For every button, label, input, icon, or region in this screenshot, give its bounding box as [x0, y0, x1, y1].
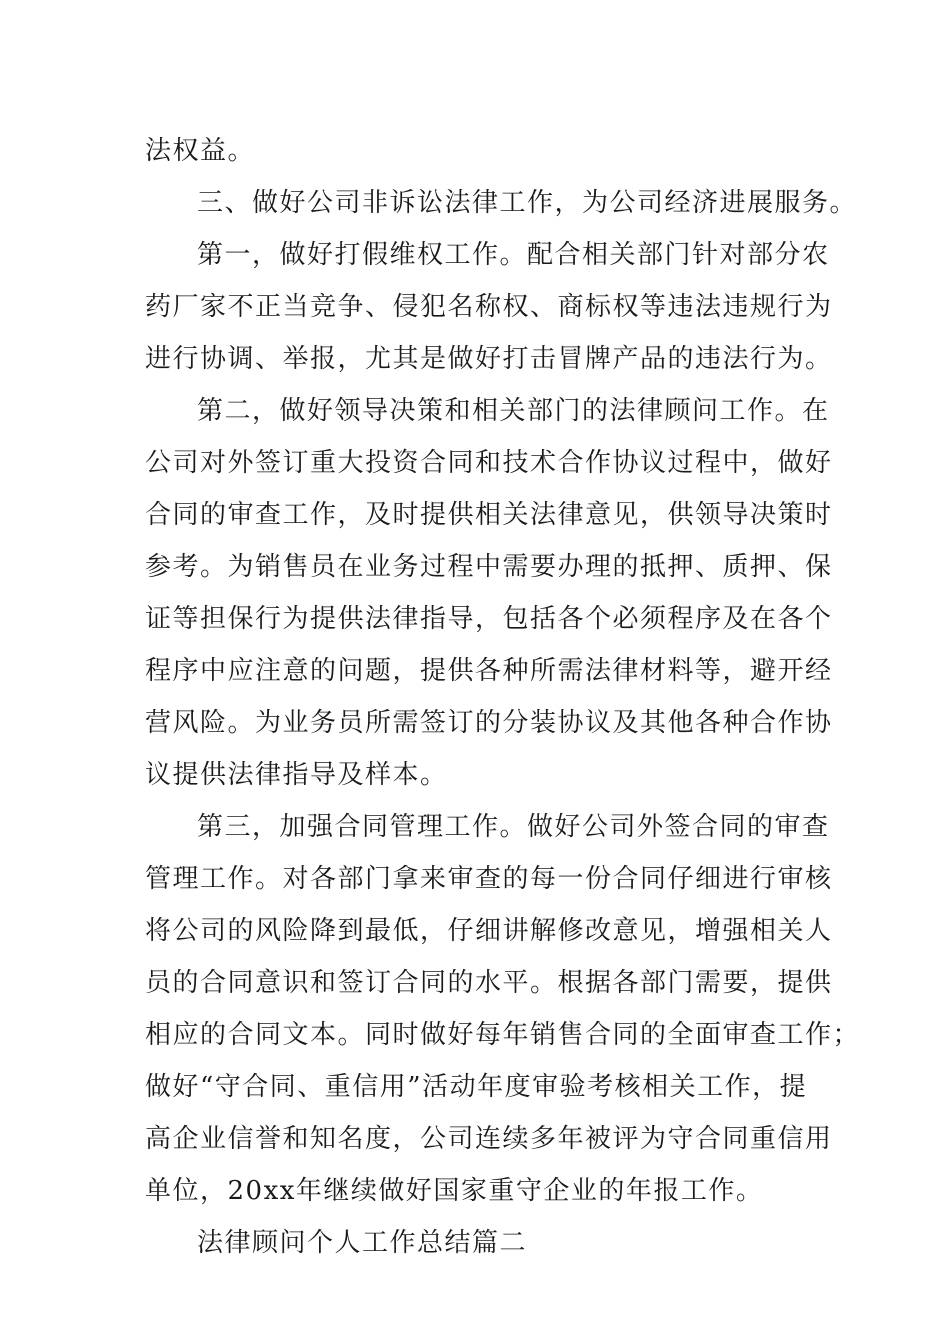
text-line: 公司对外签订重大投资合同和技术合作协议过程中，做好 [145, 448, 833, 478]
section-heading: 三、做好公司非诉讼法律工作，为公司经济进展服务。 [197, 188, 858, 218]
text-line: 第三，加强合同管理工作。做好公司外签合同的审查 [197, 812, 830, 842]
text-line: 做好“守合同、重信用”活动年度审验考核相关工作，提 [145, 1072, 808, 1102]
section-heading: 法律顾问个人工作总结篇二 [197, 1228, 528, 1258]
text-line: 参考。为销售员在业务过程中需要办理的抵押、质押、保 [145, 552, 833, 582]
text-line: 将公司的风险降到最低，仔细讲解修改意见，增强相关人 [145, 916, 833, 946]
text-line: 合同的审查工作，及时提供相关法律意见，供领导决策时 [145, 500, 833, 530]
text-line: 相应的合同文本。同时做好每年销售合同的全面审查工作； [145, 1020, 861, 1050]
text-line: 药厂家不正当竞争、侵犯名称权、商标权等违法违规行为 [145, 292, 833, 322]
text-line: 员的合同意识和签订合同的水平。根据各部门需要，提供 [145, 968, 833, 998]
text-line: 证等担保行为提供法律指导，包括各个必须程序及在各个 [145, 604, 833, 634]
text-line: 议提供法律指导及样本。 [145, 760, 448, 790]
text-line: 管理工作。对各部门拿来审查的每一份合同仔细进行审核 [145, 864, 833, 894]
text-line: 程序中应注意的问题，提供各种所需法律材料等，避开经 [145, 656, 833, 686]
text-line: 法权益。 [145, 136, 256, 166]
text-line: 第一，做好打假维权工作。配合相关部门针对部分农 [197, 240, 830, 270]
text-line: 进行协调、举报，尤其是做好打击冒牌产品的违法行为。 [145, 344, 833, 374]
text-line: 高企业信誉和知名度，公司连续多年被评为守合同重信用 [145, 1124, 833, 1154]
text-line: 第二，做好领导决策和相关部门的法律顾问工作。在 [197, 396, 830, 426]
text-line: 单位，20xx年继续做好国家重守企业的年报工作。 [145, 1176, 764, 1206]
text-line: 营风险。为业务员所需签订的分装协议及其他各种合作协 [145, 708, 833, 738]
